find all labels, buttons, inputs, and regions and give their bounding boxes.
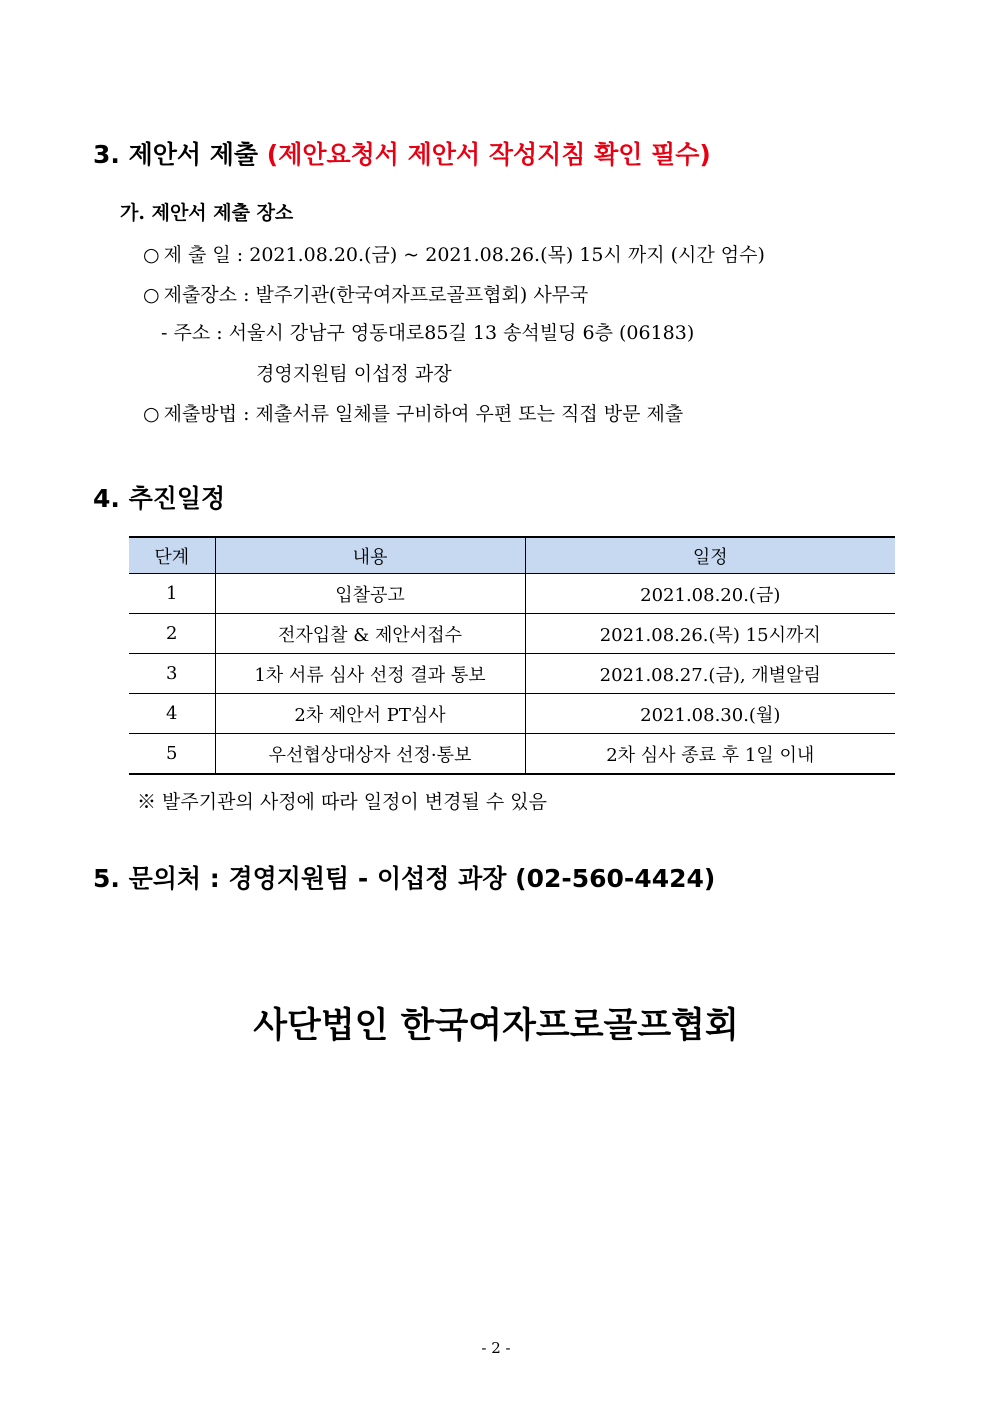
submission-method-label: 제출방법	[163, 403, 238, 425]
address-line	[161, 320, 694, 346]
section-4-heading: 4. 추진일정	[93, 484, 226, 513]
table-cell-stage: 1	[129, 574, 215, 614]
submission-place-line	[143, 282, 588, 308]
section-3-subheading: 가. 제안서 제출 장소	[120, 202, 294, 224]
table-row	[129, 694, 895, 734]
column-header-schedule: 일정	[525, 537, 895, 574]
section-3-title-note: (제안요청서 제안서 작성지침 확인 필수)	[266, 140, 711, 169]
table-header-row	[129, 537, 895, 574]
table-cell-schedule: 2차 심사 종료 후 1일 이내	[525, 734, 895, 775]
table-cell-stage: 4	[129, 694, 215, 734]
submission-date-line	[143, 242, 765, 268]
section-5-heading: 5. 문의처 : 경영지원팀 - 이섭정 과장 (02-560-4424)	[93, 864, 716, 893]
table-cell-stage: 5	[129, 734, 215, 775]
table-cell-schedule: 2021.08.26.(목) 15시까지	[525, 614, 895, 654]
table-cell-schedule: 2021.08.30.(월)	[525, 694, 895, 734]
address-value: : 서울시 강남구 영동대로85길 13 송석빌딩 6층 (06183)	[216, 322, 695, 344]
table-cell-schedule: 2021.08.27.(금), 개별알림	[525, 654, 895, 694]
table-cell-schedule: 2021.08.20.(금)	[525, 574, 895, 614]
submission-date-value: : 2021.08.20.(금) ~ 2021.08.26.(목) 15시 까지 (시간 엄수)	[236, 244, 765, 266]
table-cell-stage: 2	[129, 614, 215, 654]
organization-name: 사단법인 한국여자프로골프협회	[253, 1005, 739, 1046]
bullet-icon: ○	[143, 244, 160, 266]
bullet-icon: ○	[143, 403, 160, 425]
submission-method-value: : 제출서류 일체를 구비하여 우편 또는 직접 방문 제출	[243, 403, 684, 425]
column-header-content: 내용	[215, 537, 525, 574]
bullet-icon: ○	[143, 284, 160, 306]
page-number: - 2 -	[481, 1339, 511, 1357]
table-cell-stage: 3	[129, 654, 215, 694]
table-row	[129, 654, 895, 694]
table-cell-content: 입찰공고	[215, 574, 525, 614]
section-3-title: 3. 제안서 제출	[93, 140, 259, 169]
table-cell-content: 우선협상대상자 선정·통보	[215, 734, 525, 775]
address-label: - 주소	[161, 322, 211, 344]
submission-place-value: : 발주기관(한국여자프로골프협회) 사무국	[243, 284, 589, 306]
submission-date-label: 제 출 일	[163, 244, 231, 266]
schedule-table	[129, 536, 895, 775]
table-cell-content: 전자입찰 & 제안서접수	[215, 614, 525, 654]
schedule-note: ※ 발주기관의 사정에 따라 일정이 변경될 수 있음	[137, 791, 548, 813]
table-cell-content: 1차 서류 심사 선정 결과 통보	[215, 654, 525, 694]
table-row	[129, 574, 895, 614]
submission-place-label: 제출장소	[163, 284, 238, 306]
section-3-heading	[93, 140, 711, 170]
table-row	[129, 614, 895, 654]
submission-method-line	[143, 401, 683, 427]
table-cell-content: 2차 제안서 PT심사	[215, 694, 525, 734]
table-row	[129, 734, 895, 775]
contact-person-line: 경영지원팀 이섭정 과장	[256, 363, 452, 385]
column-header-stage: 단계	[129, 537, 215, 574]
